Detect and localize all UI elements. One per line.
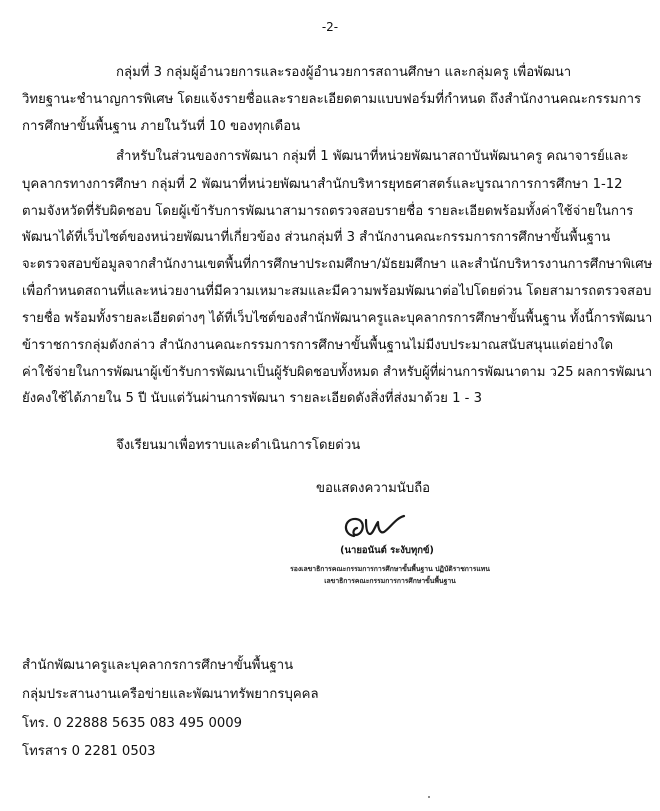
scan-speck [428,796,430,798]
paragraph-2-line-3: ตามจังหวัดที่รับผิดชอบ โดยผู้เข้ารับการพัฒนาสามารถตรวจสอบรายชื่อ รายละเอียดพร้อมทั้งค่าใช้จ่ายในการ [22,204,634,219]
office-department: สำนักพัฒนาครูและบุคลากรการศึกษาขั้นพื้นฐาน [22,658,294,673]
paragraph-2-line-4: พัฒนาได้ที่เว็บไซต์ของหน่วยพัฒนาที่เกี่ยวข้อง ส่วนกลุ่มที่ 3 สำนักงานคณะกรรมการการศึกษาขั้นพื้นฐาน [22,230,611,245]
paragraph-2-line-6: เพื่อกำหนดสถานที่และหน่วยงานที่มีความเหมาะสมและมีความพร้อมพัฒนาต่อไปโดยด่วน โดยสามารถตรวจสอบ [22,284,652,299]
signatory-name: (นายอนันต์ ระงับทุกข์) [340,545,434,556]
paragraph-2-line-7: รายชื่อ พร้อมทั้งรายละเอียดต่างๆ ได้ที่เว็บไซต์ของสำนักพัฒนาครูและบุคลากรการศึกษาขั้นพื้นฐาน ทั้งนี้การพัฒนา [22,311,653,326]
paragraph-1-line-2: วิทยฐานะชำนาญการพิเศษ โดยแจ้งรายชื่อและรายละเอียดตามแบบฟอร์มที่กำหนด ถึงสำนักงานคณะกรรมการ [22,92,642,107]
office-phone: โทร. 0 22888 5635 083 495 0009 [22,716,243,731]
paragraph-2-line-2: บุคลากรทางการศึกษา กลุ่มที่ 2 พัฒนาที่หน่วยพัฒนาสำนักบริหารยุทธศาสตร์และบูรณาการการศึกษา 1-12 [22,177,623,192]
paragraph-2-line-10: ยังคงใช้ได้ภายใน 5 ปี นับแต่วันผ่านการพัฒนา รายละเอียดดังสิ่งที่ส่งมาด้วย 1 - 3 [22,391,483,406]
closing-request: จึงเรียนมาเพื่อทราบและดำเนินการโดยด่วน [116,438,361,453]
signatory-position-2: เลขาธิการคณะกรรมการการศึกษาขั้นพื้นฐาน [324,577,456,585]
paragraph-2-line-9: ค่าใช้จ่ายในการพัฒนาผู้เข้ารับการพัฒนาเป็นผู้รับผิดชอบทั้งหมด สำหรับผู้ที่ผ่านการพัฒนาตาม ว25 ผลการพัฒนา [22,365,653,380]
signatory-position-1: รองเลขาธิการคณะกรรมการการศึกษาขั้นพื้นฐาน ปฏิบัติราชการแทน [290,565,490,573]
office-fax: โทรสาร 0 2281 0503 [22,744,156,759]
paragraph-2-line-1: สำหรับในส่วนของการพัฒนา กลุ่มที่ 1 พัฒนาที่หน่วยพัฒนาสถาบันพัฒนาครู คณาจารย์และ [116,149,629,164]
paragraph-1-line-1: กลุ่มที่ 3 กลุ่มผู้อำนวยการและรองผู้อำนวยการสถานศึกษา และกลุ่มครู เพื่อพัฒนา [116,65,572,80]
office-division: กลุ่มประสานงานเครือข่ายและพัฒนาทรัพยากรบุคคล [22,687,319,702]
handwritten-signature [340,510,420,544]
paragraph-2-line-8: ข้าราชการกลุ่มดังกล่าว สำนักงานคณะกรรมการการศึกษาขั้นพื้นฐานไม่มีงบประมาณสนับสนุนแต่อย่างใด [22,338,614,353]
page-number: -2- [321,20,339,34]
paragraph-2-line-5: จะตรวจสอบข้อมูลจากสำนักงานเขตพื้นที่การศึกษาประถมศึกษา/มัธยมศึกษา และสำนักบริหารงานการศึกษาพิเศษ [22,257,653,272]
sign-off: ขอแสดงความนับถือ [316,481,431,496]
paragraph-1-line-3: การศึกษาขั้นพื้นฐาน ภายในวันที่ 10 ของทุกเดือน [22,119,301,134]
